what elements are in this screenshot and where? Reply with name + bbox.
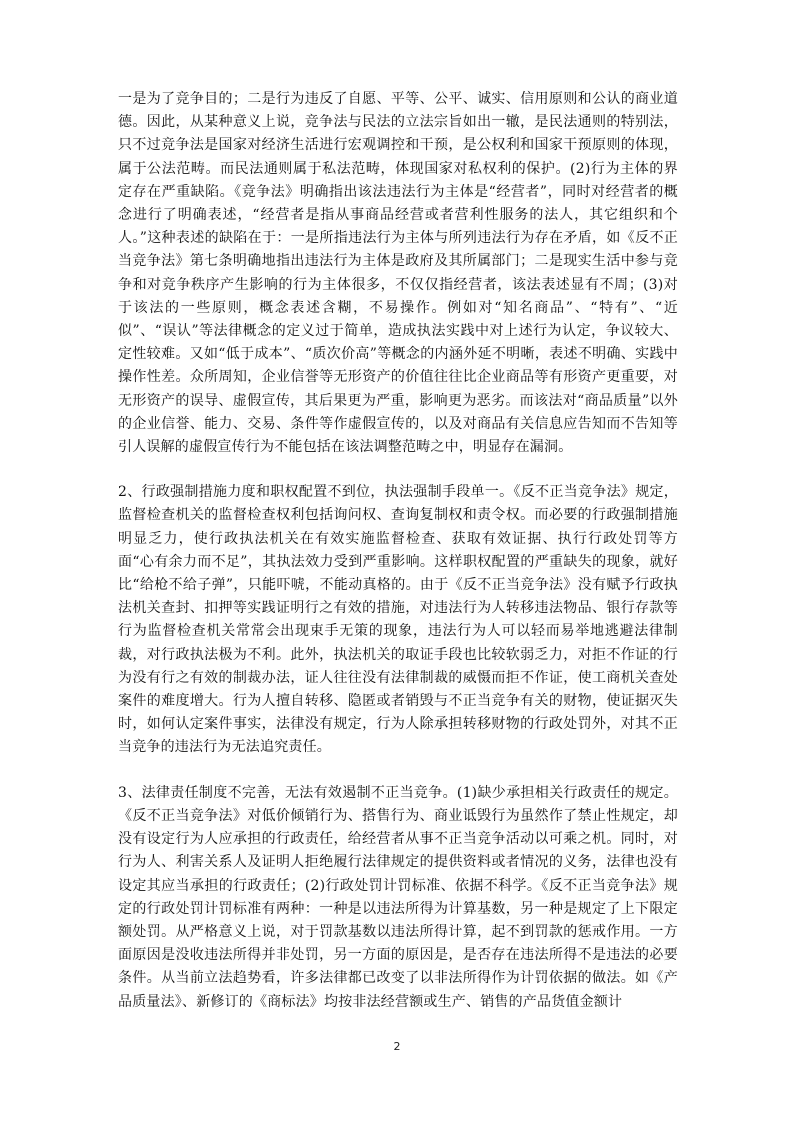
document-page [118,88,678,1036]
paragraph-2: 2、行政强制措施力度和职权配置不到位，执法强制手段单一。《反不正当竞争法》规定，监督检查机关的监督检查权利包括询问权、查询复制权和责令权。而必要的行政强制措施明显乏力，使行政执法机关在有效实施监督检查、获取有效证据、执行行政处罚等方面“心有余力而不足”，其执法效力受到严重影响。这样职权配置的严重缺失的现象，就好比“给枪不给子弹”，只能吓唬，不能动真格的。由于《反不正当竞争法》没有赋予行政执法机关查封、扣押等实践证明行之有效的措施，对违法行为人转移违法物品、银行存款等行为监督检查机关常常会出现束手无策的现象，违法行为人可以轻而易举地逃避法律制裁，对行政执法极为不利。此外，执法机关的取证手段也比较软弱乏力，对拒不作证的行为没有行之有效的制裁办法，证人往往没有法律制裁的威慑而拒不作证，使工商机关查处案件的难度增大。行为人擅自转移、隐匿或者销毁与不正当竞争有关的财物，使证据灭失时，如何认定案件事实，法律没有规定，行为人除承担转移财物的行政处罚外，对其不正当竞争的违法行为无法追究责任。 [118,484,678,756]
page-number: 2 [393,1040,401,1053]
paragraph-1: 一是为了竞争目的；二是行为违反了自愿、平等、公平、诚实、信用原则和公认的商业道德。因此，从某种意义上说，竞争法与民法的立法宗旨如出一辙，是民法通则的特别法，只不过竞争法是国家对经济生活进行宏观调控和干预，是公权利和国家干预原则的体现，属于公法范畴。而民法通则属于私法范畴，体现国家对私权利的保护。(2)行为主体的界定存在严重缺陷。《竞争法》明确指出该法违法行为主体是“经营者”，同时对经营者的概念进行了明确表述，“经营者是指从事商品经营或者营利性服务的法人，其它组织和个人。”这种表述的缺陷在于：一是所指违法行为主体与所列违法行为存在矛盾，如《反不正当竞争法》第七条明确地指出违法行为主体是政府及其所属部门；二是现实生活中参与竞争和对竞争秩序产生影响的行为主体很多，不仅仅指经营者，该法表述显有不周；(3)对于该法的一些原则，概念表述含糊，不易操作。例如对“知名商品”、“特有”、“近似”、“误认”等法律概念的定义过于简单，造成执法实践中对上述行为认定，争议较大、定性较难。又如“低于成本”、“质次价高”等概念的内涵外延不明晰，表述不明确、实践中操作性差。众所周知，企业信誉等无形资产的价值往往比企业商品等有形资产更重要，对无形资产的误导、虚假宣传，其后果更为严重，影响更为恶劣。而该法对“商品质量”以外的企业信誉、能力、交易、条件等作虚假宣传的，以及对商品有关信息应告知而不告知等引人误解的虚假宣传行为不能包括在该法调整范畴之中，明显存在漏洞。 [118,91,678,456]
paragraph-3: 3、法律责任制度不完善，无法有效遏制不正当竞争。(1)缺少承担相关行政责任的规定。《反不正当竞争法》对低价倾销行为、搭售行为、商业诋毁行为虽然作了禁止性规定，却没有设定行为人应承担的行政责任，给经营者从事不正当竞争活动以可乘之机。同时，对行为人、利害关系人及证明人拒绝履行法律规定的提供资料或者情况的义务，法律也没有设定其应当承担的行政责任；(2)行政处罚计罚标准、依据不科学。《反不正当竞争法》规定的行政处罚计罚标准有两种：一种是以违法所得为计算基数，另一种是规定了上下限定额处罚。从严格意义上说，对于罚款基数以违法所得计算，起不到罚款的惩戒作用。一方面原因是没收违法所得并非处罚，另一方面的原因是，是否存在违法所得不是违法的必要条件。从当前立法趋势看，许多法律都已改变了以非法所得作为计罚依据的做法。如《产品质量法》、新修订的《商标法》均按非法经营额或生产、销售的产品货值金额计 [118,784,678,1010]
